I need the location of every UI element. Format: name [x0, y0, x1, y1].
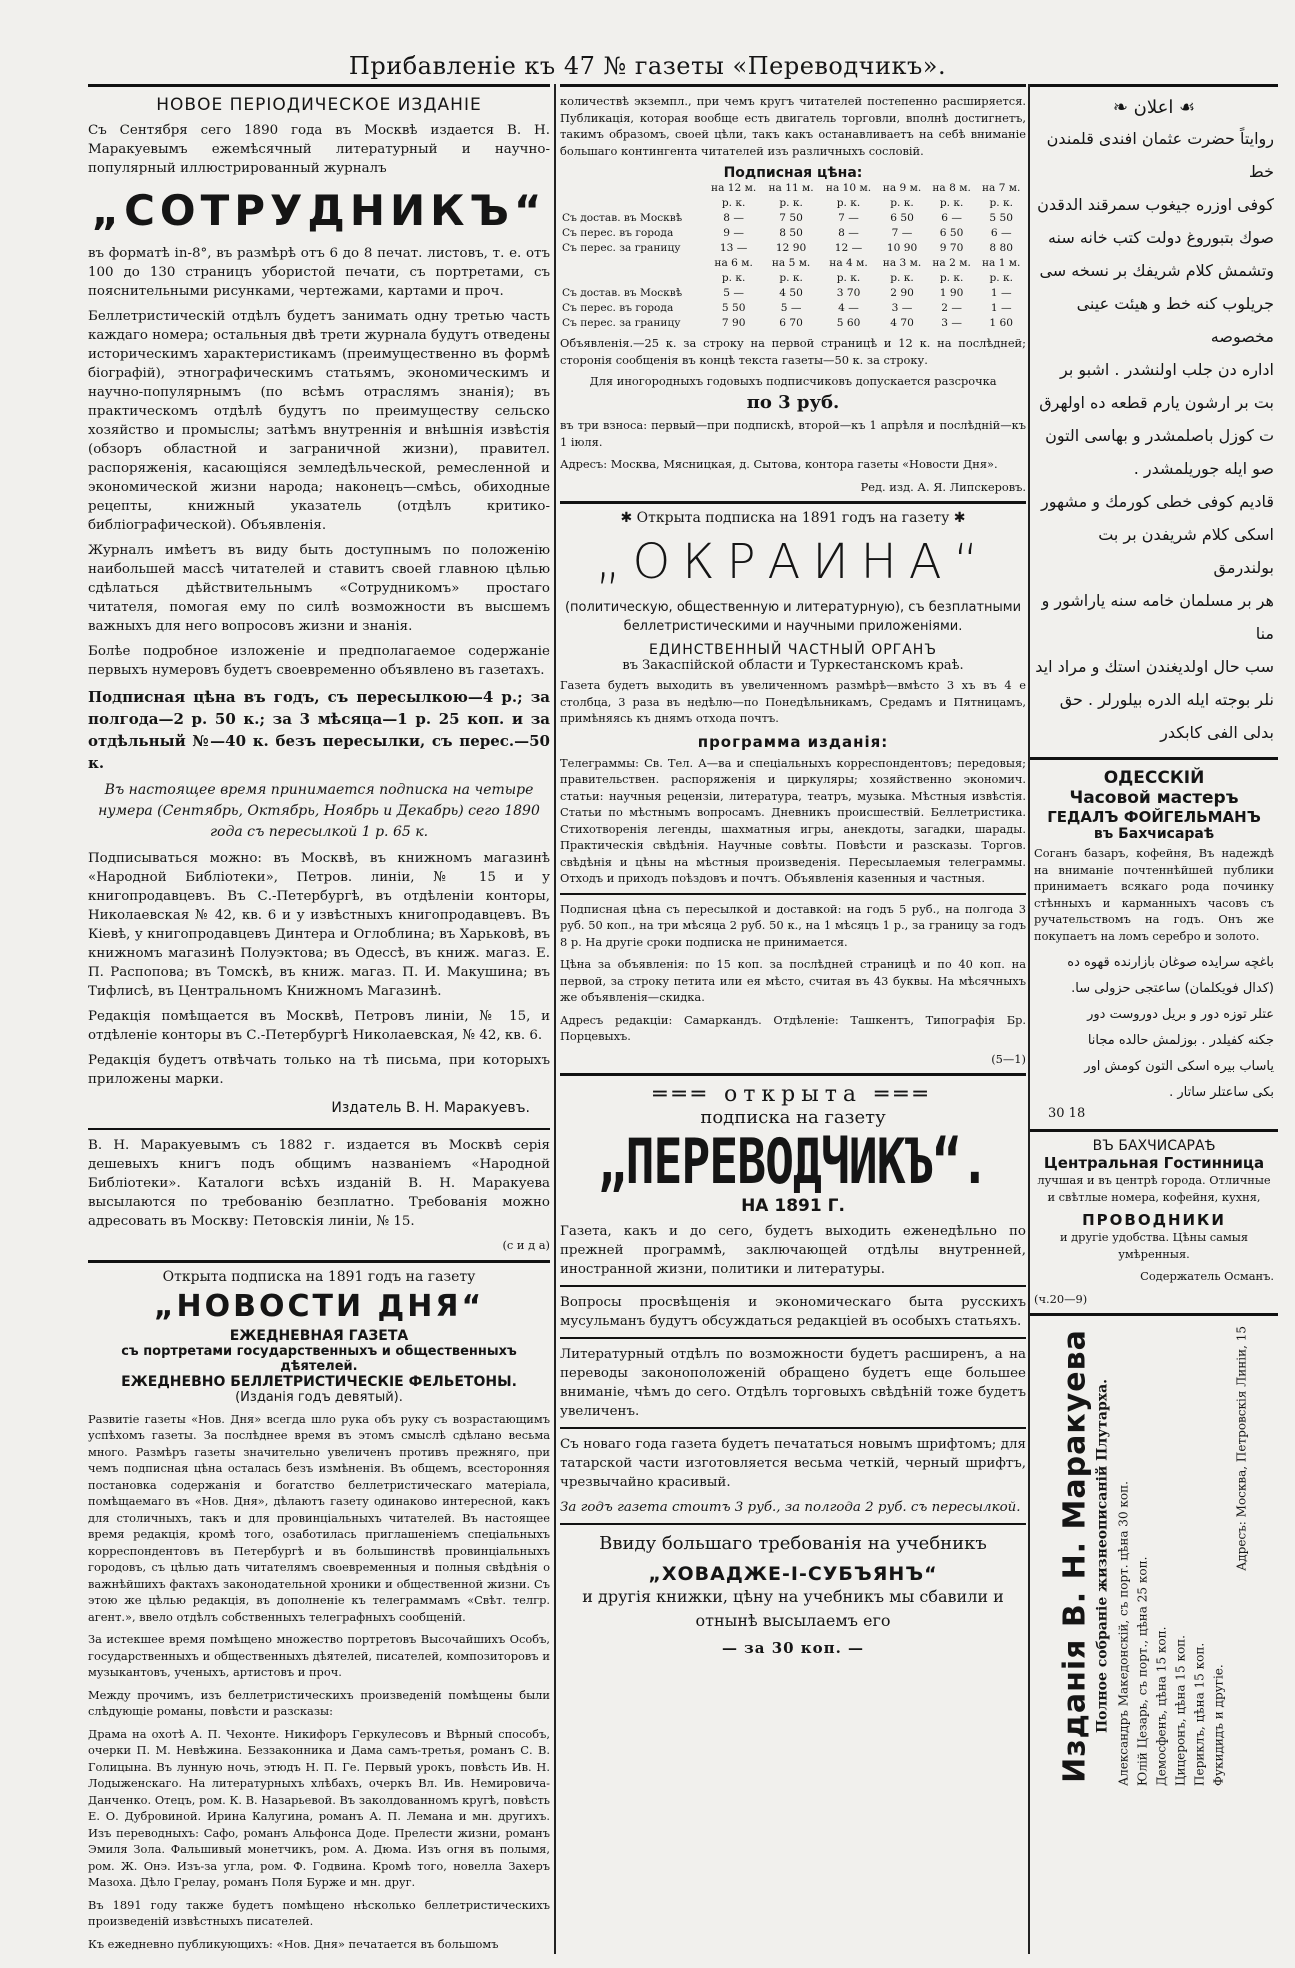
perevodchik-lead2: подписка на газету	[700, 1107, 886, 1128]
marakuev-line: Юлій Цезарь, съ порт., цѣна 25 коп.	[1135, 1556, 1150, 1786]
okraina-p5: Адресъ редакціи: Самаркандъ. Отдѣленіе: Ташкентъ, Типографія Бр. Порцевыхъ.	[560, 1012, 1026, 1043]
sotrudnik-title: „СОТРУДНИКЪ“	[91, 186, 547, 235]
okraina-p3: Подписная цѣна съ пересылкой и доставкой: на годъ 5 руб., на полгода 3 руб. 50 коп., на три мѣсяца 2 руб. 50 к., на 1 мѣсяцъ 1 р., за границу за годъ 8 р. На другіе сроки подписка не принимается.	[560, 901, 1026, 949]
price-unit-cell: р. к.	[890, 197, 914, 209]
okraina-sub3: въ Закаспійской области и Туркестанскомъ краѣ.	[622, 658, 964, 673]
marakuev-line: Демосфенъ, цѣна 15 коп.	[1154, 1626, 1169, 1786]
star-icon: ✱	[620, 510, 637, 526]
price-cell: 5 50	[721, 302, 746, 314]
price-row-label: Съ перес. въ города	[562, 227, 674, 239]
price-units-row	[560, 271, 1026, 286]
sotrudnik-letters: Редакція будетъ отвѣчать только на тѣ письма, при которыхъ приложены марки.	[88, 1053, 550, 1087]
novosti-prices	[560, 87, 1026, 495]
ornament-icon: ═══	[862, 1082, 933, 1107]
odessa-t1: ОДЕССКІЙ	[1103, 768, 1205, 788]
prices-install2: въ три взноса: первый—при подпискѣ, второй—къ 1 апрѣля и послѣдній—къ 1 іюля.	[560, 418, 1026, 449]
arabic-text	[1034, 122, 1274, 749]
novosti-ad	[88, 1263, 550, 1953]
price-cell: 2 —	[941, 302, 962, 314]
price-head-cell: на 6 м.	[714, 257, 753, 269]
novosti-lead: Открыта подписка на 1891 годъ на газету	[162, 1268, 476, 1285]
sotrudnik-kicker: НОВОЕ ПЕРІОДИЧЕСКОЕ ИЗДАНІЕ	[156, 95, 482, 115]
column-rule-1	[554, 84, 556, 1954]
marakuev-line: Цицеронъ, цѣна 15 коп.	[1173, 1635, 1188, 1786]
prices-ads: Объявленія.—25 к. за строку на первой страницѣ и 12 к. на послѣдней; сторонія сообщенія въ концѣ текста газеты—50 к. за строку.	[560, 336, 1026, 367]
novosti-sub4: (Изданія годъ девятый).	[235, 1389, 403, 1405]
price-unit-cell: р. к.	[939, 197, 964, 209]
arabic-line: قاديم كوفى خطى كورمك و مشهور	[1041, 492, 1274, 511]
okraina-p2: Телеграммы: Св. Тел. А—ва и спеціальныхъ корреспондентовъ; передовыя; правительствен. распоряженія и циркуляры; хозяйственно экономич. статьи: научныя рецензіи, литература, театръ, музыка. Мѣстныя извѣстія. Статьи по мѣстнымъ вопросамъ. Дневникъ происшествій. Беллетристика. Стихотворенія легенды, шахматныя игры, анекдоты, загадки, шарады. Практическія свѣдѣнія. Научные совѣты. Повѣсти и разсказы. Торгов. свѣдѣнія и цѣны на мѣстныя произведенія. Пересылаемыя телеграммы. Отходъ и приходъ поѣздовъ и почтъ. Объявленія казенныя и частныя.	[560, 755, 1026, 885]
price-cell: 3 70	[836, 287, 861, 299]
price-cell: 1 —	[990, 302, 1012, 314]
hotel-ad	[1030, 1132, 1278, 1307]
arabic-line: بدلى الفى كابكدر	[1160, 723, 1274, 742]
perevodchik-p2: Вопросы просвѣщенія и экономическаго быта русскихъ мусульманъ будутъ обсуждаться редакціей въ особыхъ статьяхъ.	[560, 1295, 1026, 1329]
marakuev-sub: Полное собраніе жизнеописаній Плутарха.	[1094, 1378, 1111, 1734]
price-cell: 4 50	[779, 287, 803, 299]
ornament-icon: ═══	[653, 1082, 724, 1107]
odessa-arabic	[1034, 950, 1274, 1106]
price-cell: 7 —	[891, 227, 913, 239]
sotrudnik-where: Подписываться можно: въ Москвѣ, въ книжномъ магазинѣ «Народной Библіотеки», Петров. линіи, № 15 и у книгопродавцевъ. Въ С.-Петербургѣ, въ отдѣленіи конторы, Николаевская № 42, кв. 6 и у извѣстныхъ книгопродавцевъ. Въ Кіевѣ, у книгопродавцевъ Динтера и Оглоблина; въ Харьковѣ, въ книжномъ магазинѣ Полуэктова; въ Одессѣ, въ книж. магаз. Е. П. Распопова; въ Томскѣ, въ книж. магаз. П. И. Макушина; въ Тифлисѣ, въ Центральномъ Книжномъ Магазинѣ.	[88, 851, 550, 999]
sotrudnik-details: Болѣе подробное изложеніе и предполагаемое содержаніе первыхъ нумеровъ будетъ своевременно объявлено въ газетахъ.	[88, 644, 550, 678]
perevodchik-p7: и другія книжки, цѣну на учебникъ мы сбавили и отнынѣ высылаемъ его	[582, 1587, 1004, 1630]
price-unit-cell: р. к.	[836, 197, 861, 209]
perevodchik-price: — за 30 коп. —	[721, 1639, 865, 1657]
price-head-cell: на 4 м.	[829, 257, 868, 269]
price-head-cell: на 3 м.	[882, 257, 922, 269]
price-head-cell: на 1 м.	[981, 257, 1021, 269]
odessa-t3: ГЕДАЛЪ ФОЙГЕЛЬМАНЪ	[1047, 808, 1261, 826]
sotrudnik-format: въ форматѣ in-8°, въ размѣрѣ отъ 6 до 8 печат. листовъ, т. е. отъ 100 до 130 страницъ убористой печати, съ портретами, съ пояснительными рисунками, чертежами, картами и проч.	[88, 246, 550, 299]
price-cell: 1 —	[990, 287, 1012, 299]
price-cell: 6 —	[941, 212, 962, 224]
novosti-p6: Къ ежедневно публикующихъ: «Нов. Дня» печатается въ большомъ	[88, 1936, 499, 1951]
prices-title: Подписная цѣна:	[723, 165, 863, 181]
arabic-line: كوفى اوزره جيغوب سمرقند الدقدن	[1037, 195, 1274, 214]
arabic-line: جريلوب كنه خط و هيئت عينى مخصوصه	[1076, 294, 1274, 346]
marakuev-ad	[1030, 1316, 1278, 1796]
prices-install-amount: по 3 руб.	[746, 392, 840, 413]
hotel-mark: (ч.20—9)	[1034, 1291, 1088, 1306]
price-cell: 6 50	[890, 212, 914, 224]
price-row	[560, 211, 1026, 226]
okraina-p1: Газета будетъ выходить въ увеличенномъ размѣрѣ—вмѣсто 3 хъ въ 4 е столбца, 3 раза въ недѣлю—по Понедѣльникамъ, Средамъ и Пятницамъ, примѣняясь къ днямъ отхода почтъ.	[560, 678, 1026, 725]
price-cell: 12 —	[834, 242, 863, 254]
price-cell: 5 60	[836, 317, 861, 329]
sotrudnik-contents: Беллетристическій отдѣлъ будетъ занимать одну третью часть каждаго номера; остальныя двѣ трети журнала будутъ отведены историческимъ характеристикамъ (преимущественно въ формѣ біографій), этнографическимъ статьямъ, экономическимъ и научно-популярнымъ (по всѣмъ отраслямъ знанія); въ практическомъ отдѣлѣ будутъ по преимуществу сельско хозяйство и промыслы; затѣмъ внутреннія и внѣшнія извѣстія (обзоръ областной и заграничной жизни), правител. распоряженія, касающіяся земледѣльческой, ремесленной и экономической жизни народа; наконецъ—смѣсь, обиходные рецепты, книжный указатель (отдѣлъ критико-библіографической). Объявленія.	[88, 309, 550, 533]
marakuev-title: Изданія В. Н. Маракуева	[1057, 1329, 1093, 1783]
price-unit-cell: р. к.	[836, 272, 861, 284]
perevodchik-ad	[560, 1076, 1026, 1657]
odessa-arabic-line: عتلر توزه دور و بريل دوروست دور	[1087, 1007, 1274, 1022]
price-unit-cell: р. к.	[939, 272, 964, 284]
marakuev-line: Периклъ, цѣна 15 коп.	[1192, 1642, 1207, 1786]
hotel-owner: Содержатель Османъ.	[1140, 1269, 1274, 1283]
divider	[88, 1128, 550, 1130]
column-right	[1030, 84, 1278, 1954]
price-row	[560, 226, 1026, 241]
hotel-p1: лучшая и въ центрѣ города. Отличные и свѣтлые номера, кофейня, кухня,	[1037, 1173, 1271, 1204]
price-row-label: Съ перес. за границу	[562, 242, 681, 254]
price-cell: 5 —	[723, 287, 744, 299]
price-cell: 6 50	[939, 227, 964, 239]
prices-intro: количествѣ экземпл., при чемъ кругъ читателей постепенно расширяется. Публикація, которая вообще есть двигатель торговли, вполнѣ достигнетъ, такимъ образомъ, своей цѣли, такъ какъ останавливаетъ на себѣ вниманіе большаго контингента читателей изъ различныхъ сословій.	[560, 94, 1026, 158]
okraina-sub2: ЕДИНСТВЕННЫЙ ЧАСТНЫЙ ОРГАНЪ	[649, 642, 937, 658]
perevodchik-title: „ПЕРЕВОДЧИКЪ“.	[597, 1125, 989, 1199]
price-cell: 6 70	[779, 317, 803, 329]
price-cell: 12 90	[775, 242, 807, 254]
perevodchik-lead	[560, 1082, 1026, 1107]
price-row-label: Съ перес. въ города	[562, 302, 674, 314]
price-cell: 1 90	[939, 287, 964, 299]
perevodchik-p3: Литературный отдѣлъ по возможности будетъ расширенъ, а на переводы законоположеній обращено будетъ еще большее вниманіе, чѣмъ до сего. Отдѣлъ торговыхъ свѣдѣній тоже будетъ увеличенъ.	[560, 1347, 1026, 1419]
price-head-empty	[560, 181, 705, 196]
arabic-line: صوك بتبوروغ دولت كتب خانه سنه	[1047, 228, 1274, 247]
arabic-line: وتشمش كلام شريفك بر نسخه سى	[1039, 261, 1274, 280]
price-cell: 9 70	[939, 242, 964, 254]
price-head-empty	[560, 256, 705, 271]
price-unit-cell: р. к.	[989, 197, 1013, 209]
odessa-arabic-line: باغچه سرايده صوغان بازارنده قهوه ده	[1067, 955, 1274, 970]
odessa-t2: Часовой мастеръ	[1069, 788, 1239, 808]
divider	[560, 1285, 1026, 1287]
ornament-icon: ❧	[1112, 97, 1134, 118]
sotrudnik-redaction: Редакція помѣщается въ Москвѣ, Петровъ линіи, № 15, и отдѣленіе конторы въ С.-Петербургѣ Николаевская, № 42, кв. 6.	[88, 1009, 550, 1043]
novosti-p4: Драма на охотѣ А. П. Чехонте. Никифоръ Геркулесовъ и Вѣрный способъ, очерки П. М. Невѣжина. Беззаконника и Дама самъ-третья, романъ С. В. Голицына. Въ лунную ночь, этюдъ Н. П. Ге. Первый урокъ, повѣсть Ив. Н. Лодыженскаго. На литературныхъ хлѣбахъ, очеркъ Вл. Ив. Немировича-Данченко. Отецъ, ром. К. В. Назарьевой. Въ заколдованномъ кругѣ, повѣсть Е. О. Дубровиной. Ирина Калугина, романъ А. П. Лемана и мн. другихъ. Изъ переводныхъ: Сафо, романъ Альфонса Доде. Прелести жизни, романъ Эмиля Зола. Фальшивый монетчикъ, ром. А. Дюма. Изъ огня въ полымя, ром. Ж. Онэ. Изъ-за угла, ром. Ф. Годвина. Кромѣ того, новелла Захеръ Мазоха. Дѣло Грелау, романъ Поля Бурже и мн. друг.	[88, 1726, 550, 1889]
perevodchik-p4: Съ новаго года газета будетъ печататься новымъ шрифтомъ; для татарской части изготовляется весьма четкій, черный шрифтъ, чрезвычайно красивый.	[560, 1437, 1026, 1490]
price-row	[560, 301, 1026, 316]
price-cell: 1 60	[989, 317, 1013, 329]
perevodchik-lead-text: открыта	[723, 1082, 863, 1107]
arabic-line: اسكى كلام شريفدن بر بت بولندرمق	[1098, 525, 1274, 577]
novosti-p1: Развитіе газеты «Нов. Дня» всегда шло рука объ руку съ возрастающимъ успѣхомъ газеты. За послѣднее время въ этомъ смыслѣ сдѣлано весьма много. Размѣръ газеты значительно увеличенъ противъ прежняго, при чемъ подписная цѣна осталась безъ измѣненія. Въ общемъ, всесторонняя постановка содержанія и богатство беллетристическаго матеріала, помѣщаемаго въ «Нов. Дня», дѣлаютъ газету одинаково интересной, какъ для столичныхъ, такъ и для провинціальныхъ читателей. Въ настоящее время редакція, кромѣ того, озаботилась приглашеніемъ спеціальныхъ корреспондентовъ въ Петербургѣ и въ большинствѣ провинціальныхъ городовъ, съ цѣлью дать читателямъ своевременныя и полныя свѣдѣнія о важнѣйшихъ фактахъ законодательной хроники и общественной жизни. Съ этою же цѣлью редакція, въ дополненіе къ телеграммамъ «Свѣт. телгр. агент.», ввело отдѣлъ собственныхъ телеграфныхъ сообщеній.	[88, 1411, 550, 1624]
arabic-line: روايتاً حضرت عثمان افندى قلمندن خط	[1046, 129, 1274, 181]
arabic-line: بت بر ارشون يارم قطعه ده اولهرق	[1039, 393, 1274, 412]
perevodchik-book: „ХОВАДЖЕ-І-СУБЪЯНЪ“	[648, 1563, 938, 1585]
novosti-title: „НОВОСТИ ДНЯ“	[153, 1288, 485, 1324]
okraina-program: программа изданія:	[697, 732, 889, 751]
okraina-p4: Цѣна за объявленія: по 15 коп. за послѣдней страницѣ и по 40 коп. на первой, за строку петита или ея мѣсто, считая въ 43 буквы. На мѣсячныхъ же объявленія—скидка.	[560, 957, 1026, 1004]
okraina-lead-text: Открыта подписка на 1891 годъ на газету	[636, 510, 950, 526]
price-units-empty	[560, 271, 705, 286]
price-cell: 2 90	[890, 287, 914, 299]
price-units-row	[560, 196, 1026, 211]
odessa-arabic-line: جكنه كفيلدر . بوزلمش حالده مجانا	[1087, 1033, 1274, 1048]
price-unit-cell: р. к.	[779, 272, 803, 284]
price-row-label: Съ достав. въ Москвѣ	[562, 212, 683, 224]
price-head-cell: на 8 м.	[932, 182, 971, 194]
price-unit-cell: р. к.	[890, 272, 914, 284]
perevodchik-p6: Ввиду большаго требованія на учебникъ	[599, 1533, 987, 1554]
price-unit-cell: р. к.	[721, 197, 746, 209]
arabic-line: صو ايله جوريلمشدر .	[1133, 459, 1274, 478]
price-cell: 8 —	[723, 212, 744, 224]
odessa-nums: 30 18	[1048, 1106, 1086, 1121]
odessa-arabic-line: ياساب بيره اسكى التون كومش اور	[1084, 1059, 1274, 1074]
price-head-row	[560, 256, 1026, 271]
arabic-line: اداره دن جلب اولنشدر . اشبو بر	[1060, 360, 1274, 379]
star-icon: ✱	[949, 510, 966, 526]
price-head-cell: на 5 м.	[771, 257, 811, 269]
price-row	[560, 286, 1026, 301]
price-head-cell: на 11 м.	[768, 182, 814, 194]
odessa-t4: въ Бахчисараѣ	[1093, 826, 1215, 842]
price-units-empty	[560, 196, 705, 211]
prices-install: Для иногородныхъ годовыхъ подписчиковъ допускается разсрочка	[589, 374, 997, 388]
arabic-line: ت كوزل باصلمشدر و بهاسى التون	[1045, 426, 1274, 445]
price-row-label: Съ достав. въ Москвѣ	[562, 287, 683, 299]
hotel-t2: Центральная Гостинница	[1043, 1154, 1265, 1172]
hotel-p2: и другіе удобства. Цѣны самыя умѣренныя.	[1059, 1230, 1249, 1261]
hotel-t1: ВЪ БАХЧИСАРАѢ	[1092, 1138, 1216, 1154]
price-unit-cell: р. к.	[779, 197, 803, 209]
price-table	[560, 181, 1026, 331]
price-unit-cell: р. к.	[721, 272, 746, 284]
price-head-cell: на 10 м.	[825, 182, 872, 194]
arabic-line: هر بر مسلمان خامه سنه ياراشور و منا	[1041, 591, 1274, 643]
arabic-line: سب حال اولديغندن استك و مراد ايد	[1035, 657, 1274, 676]
sotrudnik-current-subscription: Въ настоящее время принимается подписка на четыре нумера (Сентябрь, Октябрь, Ноябрь и Декабрь) сего 1890 года съ пересылкой 1 р. 65 к.	[98, 782, 540, 840]
price-cell: 7 —	[838, 212, 859, 224]
price-row-label: Съ перес. за границу	[562, 317, 681, 329]
sotrudnik-aim: Журналъ имѣетъ въ виду быть доступнымъ по положенію наибольшей массѣ читателей и ставитъ своей главною цѣлью сдѣлаться дѣйствительнымъ «Сотрудникомъ» простаго читателя, помогая ему по силѣ возможности въ высшемъ важныхъ для него вопросовъ жизни и знанія.	[88, 543, 550, 634]
sotrudnik-mark: (с и д а)	[502, 1238, 550, 1252]
perevodchik-year: НА 1891 Г.	[741, 1196, 845, 1216]
sotrudnik-intro: Съ Сентября сего 1890 года въ Москвѣ издается В. Н. Маракуевымъ ежемѣсячный литературный и научно-популярный иллюстрированный журналъ	[88, 123, 550, 176]
price-cell: 5 —	[780, 302, 802, 314]
arabic-title-row	[1034, 97, 1274, 118]
price-unit-cell: р. к.	[989, 272, 1013, 284]
price-cell: 9 —	[723, 227, 744, 239]
price-row	[560, 316, 1026, 331]
arabic-title: اعلان	[1133, 97, 1174, 118]
sotrudnik-ad	[88, 87, 550, 1254]
okraina-mark: (5—1)	[991, 1051, 1026, 1066]
price-head-cell: на 9 м.	[882, 182, 922, 194]
okraina-ad	[560, 504, 1026, 1067]
price-cell: 6 —	[990, 227, 1012, 239]
novosti-p3: Между прочимъ, изъ беллетристическихъ произведеній помѣщены были слѣдующіе романы, повѣсти и разсказы:	[88, 1687, 550, 1718]
price-cell: 5 50	[989, 212, 1013, 224]
divider	[560, 1523, 1026, 1525]
price-cell: 7 90	[721, 317, 746, 329]
odessa-arabic-line: بكى ساعتلر ساتار .	[1169, 1085, 1274, 1100]
perevodchik-p5: За годъ газета стоитъ 3 руб., за полгода 2 руб. съ пересылкой.	[560, 1500, 1021, 1515]
okraina-title: „ОКРАИНА“	[595, 534, 991, 590]
divider	[560, 893, 1026, 895]
price-head-cell: на 12 м.	[711, 182, 757, 194]
price-cell: 8 —	[838, 227, 859, 239]
sotrudnik-price: Подписная цѣна въ годъ, съ пересылкою—4 р.; за полгода—2 р. 50 к.; за 3 мѣсяца—1 р. 25 коп. и за отдѣльный №—40 к. безъ пересылки, съ перес.—50 к.	[88, 688, 550, 772]
price-head-row	[560, 181, 1026, 196]
marakuev-line: Фукидидъ и другіе.	[1211, 1664, 1226, 1786]
arabic-ad	[1030, 87, 1278, 749]
novosti-p5: Въ 1891 году также будетъ помѣщено нѣсколько беллетристическихъ произведеній извѣстныхъ писателей.	[88, 1897, 550, 1928]
prices-address: Адресъ: Москва, Мясницкая, д. Сытова, контора газеты «Новости Дня».	[560, 457, 998, 471]
price-head-cell: на 7 м.	[981, 182, 1021, 194]
price-cell: 8 50	[779, 227, 803, 239]
novosti-sub3: ЕЖЕДНЕВНО БЕЛЛЕТРИСТИЧЕСКІЕ ФЕЛЬЕТОНЫ.	[121, 1373, 517, 1390]
divider	[560, 1337, 1026, 1339]
column-middle	[560, 84, 1026, 1954]
sotrudnik-library: В. Н. Маракуевымъ съ 1882 г. издается въ Москвѣ серія дешевыхъ книгъ подъ общимъ названіемъ «Народной Библіотеки». Каталоги всѣхъ изданій В. Н. Маракуева высылаются по требованію безплатно. Требованія можно адресовать въ Москву: Петовскія линіи, № 15.	[88, 1138, 550, 1229]
price-cell: 3 —	[891, 302, 913, 314]
perevodchik-p1: Газета, какъ и до сего, будетъ выходить еженедѣльно по прежней программѣ, заключающей отдѣлы внутренней, иностранной жизни, политики и литературы.	[560, 1224, 1026, 1277]
hotel-t3: ПРОВОДНИКИ	[1082, 1211, 1226, 1229]
odessa-p1: Соганъ базаръ, кофейня, Въ надеждѣ на вниманіе почтеннѣйшей публики принимаетъ всякаго рода починку стѣнныхъ и карманныхъ часовъ съ ручательствомъ на годъ. Онъ же покупаетъ на ломъ серебро и золото.	[1034, 846, 1274, 943]
price-row	[560, 241, 1026, 256]
marakuev-address: Адресъ: Москва, Петровскія Линіи, 15	[1234, 1326, 1249, 1571]
okraina-lead	[560, 510, 1026, 526]
marakuev-list	[1115, 1326, 1229, 1786]
odessa-arabic-line: (كدال فويكلمان) ساعتجى حزولى سا.	[1071, 981, 1274, 996]
price-cell: 4 70	[890, 317, 914, 329]
marakuev-line: Александръ Македонскій, съ порт. цѣна 30 коп.	[1116, 1481, 1131, 1786]
ornament-icon: ☙	[1173, 97, 1196, 118]
column-left	[88, 84, 550, 1954]
novosti-sub2: съ портретами государственныхъ и общественныхъ дѣятелей.	[121, 1343, 517, 1374]
price-cell: 13 —	[719, 242, 748, 254]
divider	[560, 1427, 1026, 1429]
prices-editor: Ред. изд. А. Я. Липскеровъ.	[860, 479, 1026, 494]
page-header: Прибавленіе къ 47 № газеты «Переводчикъ».	[348, 52, 947, 80]
price-cell: 8 80	[989, 242, 1013, 254]
odessa-ad	[1030, 760, 1278, 1121]
novosti-sub1: ЕЖЕДНЕВНАЯ ГАЗЕТА	[229, 1327, 409, 1344]
price-cell: 4 —	[838, 302, 859, 314]
sotrudnik-publisher: Издатель В. Н. Маракуевъ.	[331, 1100, 530, 1116]
okraina-sub1: (политическую, общественную и литературную), съ безплатными беллетристическими и научными приложеніями.	[564, 600, 1022, 634]
novosti-p2: За истекшее время помѣщено множество портретовъ Высочайшихъ Особъ, государственныхъ и общественныхъ дѣятелей, писателей, композиторовъ и музыкантовъ, ученыхъ, артистовъ и проч.	[88, 1632, 550, 1679]
price-head-cell: на 2 м.	[932, 257, 971, 269]
price-cell: 10 90	[886, 242, 918, 254]
price-cell: 3 —	[941, 317, 962, 329]
price-cell: 7 50	[779, 212, 803, 224]
arabic-line: نلر بوجته ايله الدره بيلورلر . حق	[1059, 690, 1274, 709]
